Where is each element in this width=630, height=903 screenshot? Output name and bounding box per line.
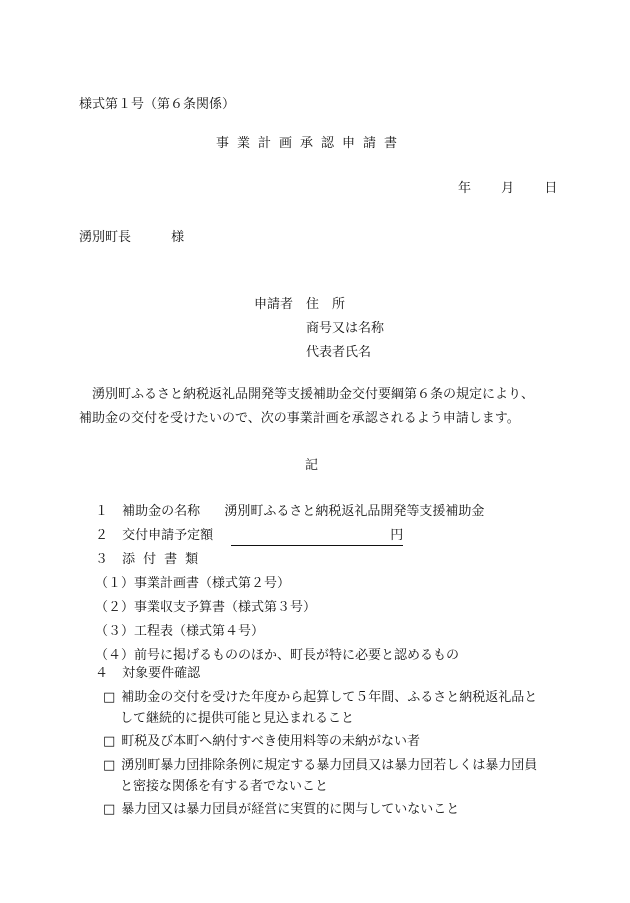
item-1 bbox=[95, 503, 484, 521]
applicant-address: 住 所 bbox=[306, 297, 346, 312]
checkbox-1[interactable]: □ bbox=[103, 690, 116, 705]
item-1-label: 補助金の名称 bbox=[122, 504, 201, 519]
applicant-label: 申請者 bbox=[254, 297, 294, 312]
check-3-line-1: 湧別町暴力団排除条例に規定する暴力団員又は暴力団若しくは暴力団員 bbox=[121, 758, 538, 773]
item-3-label: 添付書類 bbox=[122, 552, 207, 567]
item-4-label: 対象要件確認 bbox=[122, 666, 201, 681]
date-line bbox=[458, 180, 557, 198]
item-1-number: １ bbox=[95, 504, 109, 519]
check-2 bbox=[103, 733, 420, 751]
date-month: 月 bbox=[501, 181, 515, 196]
item-3 bbox=[95, 551, 206, 569]
amount-unit: 円 bbox=[390, 528, 404, 543]
item-1-value: 湧別町ふるさと納税返礼品開発等支援補助金 bbox=[224, 504, 485, 519]
check-4-line-1: 暴力団又は暴力団員が経営に実質的に関与していないこと bbox=[121, 802, 460, 817]
document-title: 事業計画承認申請書 bbox=[216, 136, 406, 151]
applicant-company: 商号又は名称 bbox=[306, 321, 385, 336]
date-day: 日 bbox=[544, 181, 558, 196]
ki-heading: 記 bbox=[305, 458, 319, 473]
item-3-number: ３ bbox=[95, 552, 109, 567]
checkbox-4[interactable]: □ bbox=[103, 802, 116, 817]
item-4-number: ４ bbox=[95, 666, 109, 681]
addressee-name: 湧別町長 bbox=[79, 230, 132, 245]
addressee bbox=[79, 229, 184, 247]
check-2-line-1: 町税及び本町へ納付すべき使用料等の未納がない者 bbox=[121, 734, 421, 749]
attachment-1: （１）事業計画書（様式第２号） bbox=[95, 576, 291, 591]
check-3-line-2: と密接な関係を有する者でないこと bbox=[120, 779, 329, 794]
item-4 bbox=[95, 665, 200, 683]
checkbox-3[interactable]: □ bbox=[103, 758, 116, 773]
body-line-2: 補助金の交付を受けたいので、次の事業計画を承認されるよう申請します。 bbox=[79, 411, 520, 426]
date-year: 年 bbox=[458, 181, 472, 196]
check-1 bbox=[103, 689, 537, 707]
addressee-honorific: 様 bbox=[171, 230, 185, 245]
attachment-4: （４）前号に掲げるもののほか、町長が特に必要と認めるもの bbox=[95, 648, 460, 663]
attachment-2: （２）事業収支予算書（様式第３号） bbox=[95, 600, 317, 615]
check-1-line-2: して継続的に提供可能と見込まれること bbox=[120, 711, 355, 726]
item-2-label: 交付申請予定額 bbox=[122, 528, 214, 543]
item-2 bbox=[95, 527, 403, 546]
check-4 bbox=[103, 801, 459, 819]
attachment-3: （３）工程表（様式第４号） bbox=[95, 624, 265, 639]
body-line-1: 湧別町ふるさと納税返礼品開発等支援補助金交付要綱第６条の規定により、 bbox=[92, 387, 535, 402]
item-2-number: ２ bbox=[95, 528, 109, 543]
check-3 bbox=[103, 757, 537, 775]
applicant-representative: 代表者氏名 bbox=[306, 345, 372, 360]
form-number: 様式第１号（第６条関係） bbox=[79, 97, 236, 112]
check-1-line-1: 補助金の交付を受けた年度から起算して５年間、ふるさと納税返礼品と bbox=[121, 690, 538, 705]
amount-field[interactable] bbox=[231, 527, 403, 546]
checkbox-2[interactable]: □ bbox=[103, 734, 116, 749]
